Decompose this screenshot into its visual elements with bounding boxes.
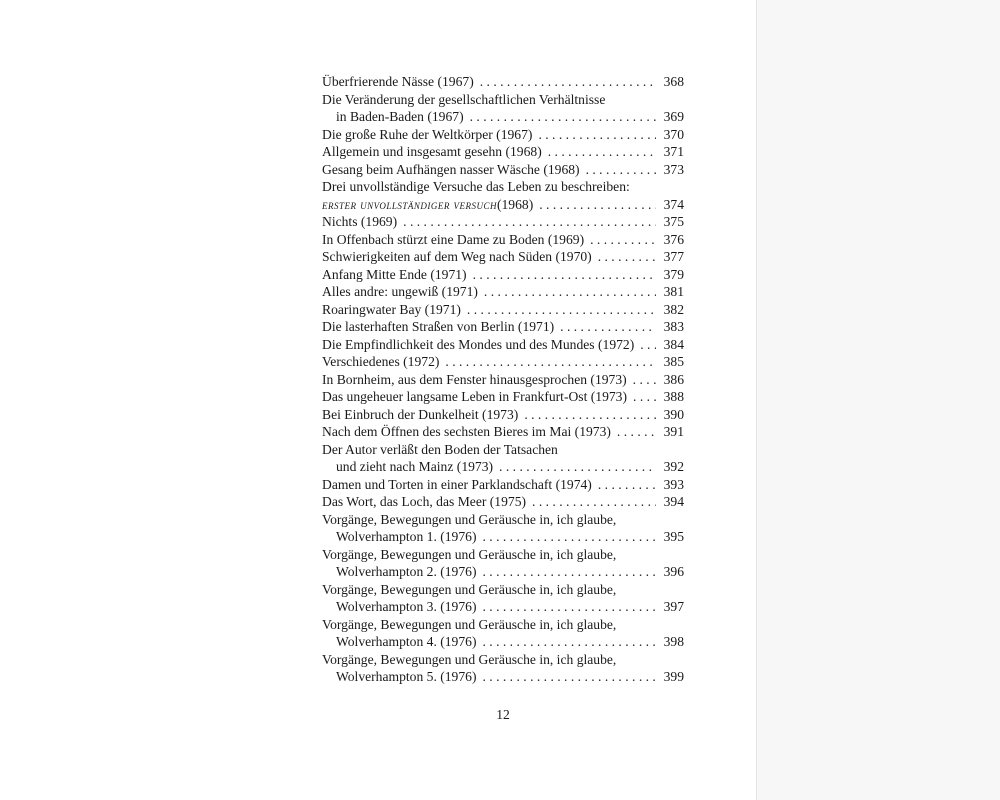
dot-leader (476, 633, 656, 651)
toc-entry-title: und zieht nach Mainz (1973) (336, 459, 494, 474)
toc-entry (322, 143, 684, 161)
toc-entry-title-line (322, 196, 684, 214)
toc-entry (322, 161, 684, 179)
toc-page-number: 398 (663, 634, 684, 649)
toc-entry-title: Alles andre: ungewiß (1971) (322, 284, 478, 299)
toc-entry-title-line (322, 458, 684, 476)
toc-entry-year: (1968) (496, 196, 534, 212)
toc-entry-title: In Bornheim, aus dem Fenster hinausgesprochen (1973) (322, 371, 627, 387)
dot-leader (476, 668, 656, 686)
toc-entry-title: Wolverhampton 3. (1976) (336, 599, 477, 614)
toc-page-number: 368 (663, 74, 684, 89)
toc-entry-title-line (322, 301, 684, 319)
toc-entry (322, 406, 684, 424)
toc-entry-title: Vorgänge, Bewegungen und Geräusche in, ich glaube, (322, 651, 617, 667)
toc-entry (322, 196, 684, 214)
toc-entry-title-line (322, 353, 684, 371)
toc-entry-title: Die Empfindlichkeit des Mondes und des Mundes (1972) (322, 336, 635, 352)
toc-entry-title-line (322, 231, 684, 249)
toc-page-number: 382 (663, 301, 684, 317)
toc-entry-title-line-wrap (322, 441, 684, 459)
toc-page-number: 397 (663, 599, 684, 614)
toc-entry-title: Nach dem Öffnen des sechsten Bieres im Mai (1973) (322, 424, 611, 439)
toc-entry-title: In Offenbach stürzt eine Dame zu Boden (1969) (322, 231, 585, 247)
toc-page-number: 393 (663, 476, 684, 492)
toc-entry (322, 73, 684, 91)
toc-entry-title: Bei Einbruch der Dunkelheit (1973) (322, 406, 519, 422)
dot-leader (554, 318, 656, 336)
toc-entry-title-line (322, 563, 684, 581)
dot-leader (627, 371, 656, 389)
toc-entry (322, 318, 684, 336)
toc-entry-title: Wolverhampton 1. (1976) (336, 529, 477, 544)
dot-leader (476, 528, 656, 546)
toc-page-number: 375 (663, 214, 684, 229)
dot-leader (611, 423, 656, 441)
toc-entry-title: in Baden-Baden (1967) (336, 109, 464, 124)
toc-entry (322, 91, 684, 126)
dot-leader (592, 476, 656, 494)
dot-leader (542, 143, 656, 161)
toc-entry-title-line (322, 73, 684, 91)
toc-entry-title: Vorgänge, Bewegungen und Geräusche in, ich glaube, (322, 616, 617, 632)
toc-entry-title-line (322, 108, 684, 126)
toc-entry-title: Nichts (1969) (322, 214, 398, 229)
toc-page-number: 369 (663, 109, 684, 124)
toc-entry (322, 511, 684, 546)
dot-leader (493, 458, 656, 476)
toc-entry (322, 213, 684, 231)
toc-entry-title-line (322, 143, 684, 161)
toc-page-number: 386 (663, 371, 684, 387)
toc-entry (322, 581, 684, 616)
toc-entry (322, 651, 684, 686)
toc-entry (322, 476, 684, 494)
toc-entry (322, 266, 684, 284)
toc-page-number: 388 (663, 389, 684, 404)
toc-entry-title-line (322, 476, 684, 494)
toc-page-number: 396 (663, 564, 684, 579)
toc-page-number: 395 (663, 529, 684, 544)
dot-leader (464, 108, 656, 126)
toc-page-number: 390 (663, 406, 684, 422)
toc-entry-title-line (322, 178, 684, 196)
dot-leader (627, 388, 656, 406)
dot-leader (439, 353, 656, 371)
toc-entry-title-line (322, 633, 684, 651)
toc-entry (322, 371, 684, 389)
dot-leader (634, 336, 656, 354)
toc-entry-title: Die lasterhaften Straßen von Berlin (1971) (322, 319, 555, 334)
toc-entry-title: Das ungeheuer langsame Leben in Frankfurt-Ost (1973) (322, 389, 628, 404)
toc-entry-title: Vorgänge, Bewegungen und Geräusche in, ich glaube, (322, 546, 617, 562)
toc-entry-title-line-wrap (322, 91, 684, 109)
toc-entry-title-line-wrap (322, 581, 684, 599)
toc-entry-title-line (322, 266, 684, 284)
toc-entry-title-line (322, 213, 684, 231)
toc-entry-title-line (322, 528, 684, 546)
toc-page-number: 394 (663, 494, 684, 509)
toc-entry-title-line (322, 283, 684, 301)
toc-entry-title: Überfrierende Nässe (1967) (322, 74, 474, 89)
dot-leader (474, 73, 656, 91)
toc-entry-title: Der Autor verläßt den Boden der Tatsachen (322, 441, 558, 457)
toc-entry-title-line-wrap (322, 546, 684, 564)
toc-entry (322, 178, 684, 196)
toc-entry-title: Anfang Mitte Ende (1971) (322, 266, 467, 282)
toc-entry-title: Wolverhampton 4. (1976) (336, 634, 477, 649)
toc-page-number: 385 (663, 354, 684, 369)
toc-entry (322, 616, 684, 651)
toc-entry-title: Allgemein und insgesamt gesehn (1968) (322, 144, 542, 159)
toc-entry-title: Vorgänge, Bewegungen und Geräusche in, ich glaube, (322, 511, 617, 527)
dot-leader (461, 301, 656, 319)
toc-entry (322, 248, 684, 266)
toc-entry-title: Die große Ruhe der Weltkörper (1967) (322, 126, 533, 142)
dot-leader (526, 493, 656, 511)
toc-entry-title: Damen und Torten in einer Parklandschaft (1974) (322, 476, 592, 492)
toc-entry-title-line (322, 161, 684, 179)
toc-page-number: 383 (663, 319, 684, 334)
dot-leader (580, 161, 656, 179)
toc-entry-title-line (322, 318, 684, 336)
toc-entry-title: Vorgänge, Bewegungen und Geräusche in, ich glaube, (322, 581, 617, 597)
toc-entry-title: Drei unvollständige Versuche das Leben zu beschreiben: (322, 179, 630, 194)
toc-entry (322, 493, 684, 511)
toc-entry-title: Wolverhampton 5. (1976) (336, 669, 477, 684)
toc-page-number: 374 (663, 196, 684, 212)
toc-entry-title: Die Veränderung der gesellschaftlichen Verhältnisse (322, 91, 606, 107)
toc-entry-title: Das Wort, das Loch, das Meer (1975) (322, 494, 527, 509)
toc-entry (322, 423, 684, 441)
toc-page-number: 370 (663, 126, 684, 142)
toc-entry-title-line (322, 126, 684, 144)
toc-page-number: 379 (663, 266, 684, 282)
toc-page-number: 376 (663, 231, 684, 247)
toc-entry (322, 301, 684, 319)
toc-entry-title-line (322, 406, 684, 424)
toc-page-number: 391 (663, 424, 684, 439)
toc-entry-title-line (322, 336, 684, 354)
dot-leader (518, 406, 656, 424)
toc-entry-title: Wolverhampton 2. (1976) (336, 564, 477, 579)
toc-entry-title-line-wrap (322, 616, 684, 634)
toc-page-number: 373 (663, 161, 684, 177)
dot-leader (478, 283, 656, 301)
toc-entry-title-line-wrap (322, 651, 684, 669)
toc-entry-title-line-wrap (322, 511, 684, 529)
toc-page-number: 392 (663, 459, 684, 474)
toc-entry-title-line (322, 493, 684, 511)
toc-entry (322, 441, 684, 476)
toc-entry-title: erster unvollständiger versuch (322, 197, 497, 212)
toc-entry-title-line (322, 668, 684, 686)
dot-leader (476, 563, 656, 581)
toc-entry (322, 388, 684, 406)
toc-entry-title-line (322, 598, 684, 616)
dot-leader (592, 248, 656, 266)
toc-entry-title-line (322, 423, 684, 441)
table-of-contents (322, 73, 684, 686)
toc-page-number: 377 (663, 249, 684, 264)
dot-leader (532, 126, 656, 144)
toc-page-number: 371 (663, 144, 684, 159)
toc-entry-title-line (322, 248, 684, 266)
page-gutter (756, 0, 1000, 800)
toc-entry-title: Roaringwater Bay (1971) (322, 301, 461, 317)
toc-page-number: 384 (663, 336, 684, 352)
toc-page-number: 399 (663, 669, 684, 684)
toc-entry (322, 546, 684, 581)
dot-leader (397, 213, 656, 231)
dot-leader (584, 231, 656, 249)
toc-entry-title: Schwierigkeiten auf dem Weg nach Süden (1970) (322, 249, 592, 264)
toc-entry-title-line (322, 388, 684, 406)
toc-entry (322, 126, 684, 144)
toc-entry (322, 353, 684, 371)
toc-entry-title: Verschiedenes (1972) (322, 354, 440, 369)
toc-entry-title: Gesang beim Aufhängen nasser Wäsche (1968) (322, 161, 580, 177)
toc-page-number: 381 (663, 284, 684, 299)
toc-entry (322, 231, 684, 249)
toc-entry-title-line (322, 371, 684, 389)
dot-leader (467, 266, 656, 284)
dot-leader (476, 598, 656, 616)
dot-leader (533, 196, 656, 214)
toc-entry (322, 283, 684, 301)
toc-entry (322, 336, 684, 354)
page-number: 12 (496, 707, 510, 722)
